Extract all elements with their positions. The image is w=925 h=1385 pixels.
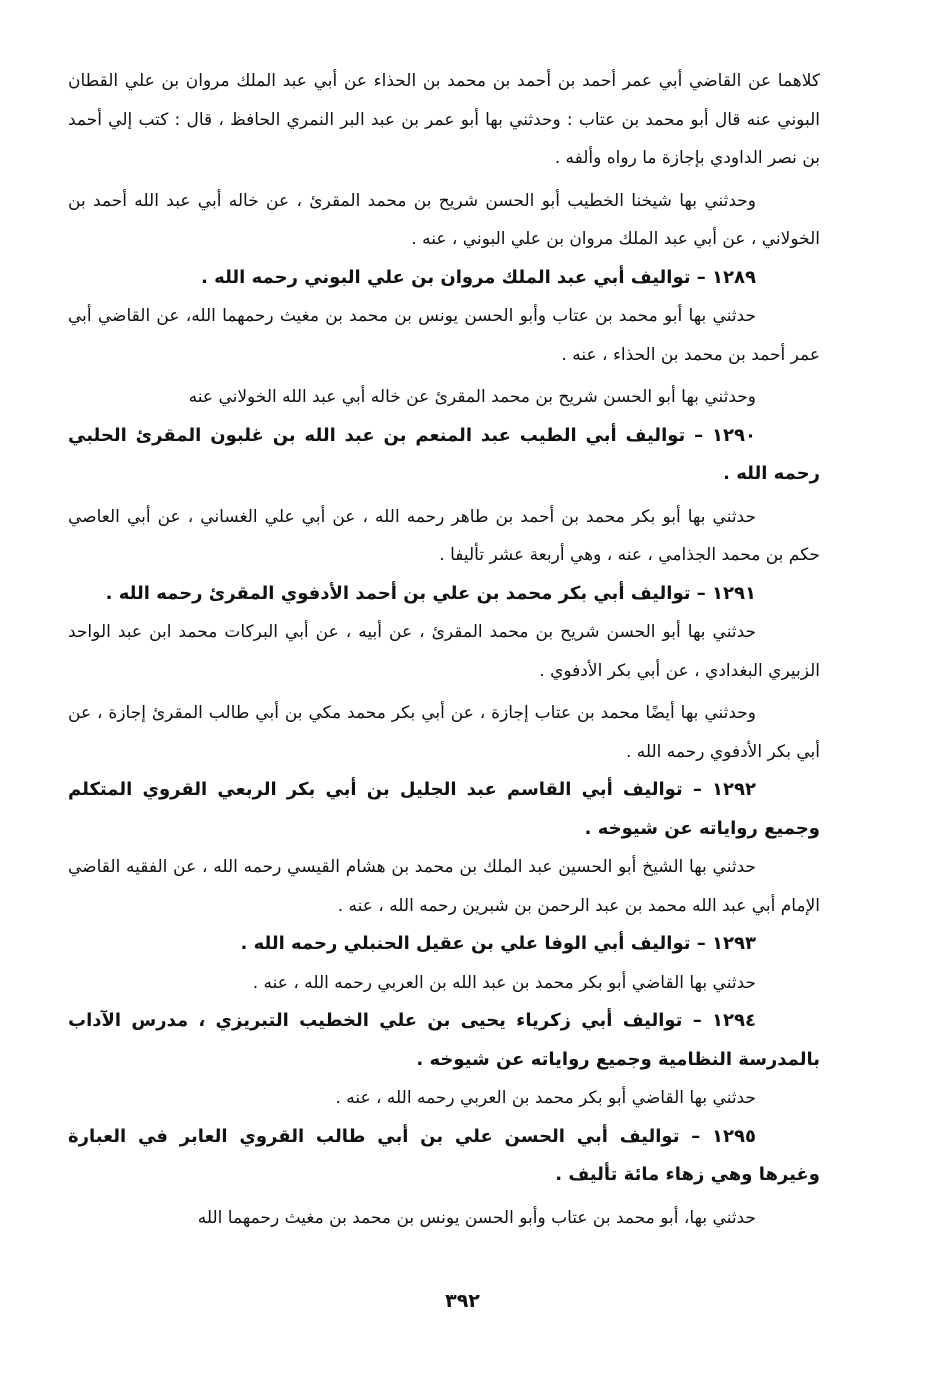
paragraph-5: وحدثني بها أبو الحسن شريح بن محمد المقرئ عن خاله أبي عبد الله الخولاني عنه	[188, 387, 756, 407]
paragraph-2: وحدثني بها شيخنا الخطيب أبو الحسن شريح بن محمد المقرئ ، عن خاله أبي عبد الله أحمد بن الخولاني ، عن أبي عبد الملك مروان بن علي البوني ، عنه .	[68, 190, 820, 249]
entry-heading-1295: ١٢٩٥ – تواليف أبي الحسن علي بن أبي طالب القروي العابر في العبارة وغيرها وهي زهاء مائة تأليف .	[68, 1125, 820, 1185]
entry-heading-1292: ١٢٩٢ – تواليف أبي القاسم عبد الجليل بن أبي بكر الربعي القروي المتكلم وجميع رواياته عن شيوخه .	[68, 779, 820, 839]
paragraph-18: حدثني بها، أبو محمد بن عتاب وأبو الحسن يونس بن محمد بن مغيث رحمهما الله	[197, 1207, 756, 1228]
paragraph-10: وحدثني بها أيضًا محمد بن عتاب إجازة ، عن أبي بكر محمد مكي بن أبي طالب المقرئ إجازة ، عن أبي بكر الأدفوي رحمه الله .	[68, 703, 820, 762]
paragraph-16: حدثني بها القاضي أبو بكر محمد بن العربي رحمه الله ، عنه .	[335, 1088, 756, 1108]
paragraph-9: حدثني بها أبو الحسن شريح بن محمد المقرئ ، عن أبيه ، عن أبي البركات محمد ابن عبد الواحد الزبيري البغدادي ، عن أبي بكر الأدفوي .	[68, 622, 820, 681]
paragraph-7: حدثني بها أبو بكر محمد بن أحمد بن طاهر رحمه الله ، عن أبي علي الغساني ، عن أبي العاصي حكم بن محمد الجذامي ، عنه ، وهي أربعة عشر تأليفا .	[68, 506, 820, 565]
entry-heading-1293: ١٢٩٣ – تواليف أبي الوفا علي بن عقيل الحنبلي رحمه الله .	[240, 933, 756, 954]
paragraph-14: حدثني بها القاضي أبو بكر محمد بن عبد الله بن العربي رحمه الله ، عنه .	[252, 972, 756, 993]
entry-heading-1294: ١٢٩٤ – تواليف أبي زكرياء يحيى بن علي الخطيب التبريزي ، مدرس الآداب بالمدرسة النظامية وجميع رواياته عن شيوخه .	[68, 1010, 820, 1070]
paragraph-1: كلاهما عن القاضي أبي عمر أحمد بن أحمد بن محمد بن الحذاء عن أبي عبد الملك مروان بن علي القطان البوني عنه قال أبو محمد بن عتاب : وحدثني بها أبو عمر بن عبد البر النمري الحافظ ، قال : كتب إلي أحمد بن نصر الداودي بإجازة ما رواه وألفه .	[68, 71, 820, 168]
entry-heading-1291: ١٢٩١ – تواليف أبي بكر محمد بن علي بن أحمد الأدفوي المقرئ رحمه الله .	[105, 582, 756, 604]
entry-heading-1290: ١٢٩٠ – تواليف أبي الطيب عبد المنعم بن عبد الله بن غلبون المقرئ الحلبي رحمه الله .	[68, 424, 820, 484]
paragraph-12: حدثني بها الشيخ أبو الحسين عبد الملك بن محمد بن هشام القيسي رحمه الله ، عن الفقيه القاضي الإمام أبي عبد الله محمد بن عبد الرحمن بن شبرين رحمه الله ، عنه .	[68, 857, 820, 916]
page-number: ٣٩٢	[445, 1290, 480, 1312]
page-body-text	[68, 62, 820, 1237]
paragraph-4: حدثني بها أبو محمد بن عتاب وأبو الحسن يونس بن محمد بن مغيث رحمهما الله، عن القاضي أبي عمر أحمد بن محمد بن الحذاء ، عنه .	[68, 306, 820, 365]
entry-heading-1289: ١٢٨٩ – تواليف أبي عبد الملك مروان بن علي البوني رحمه الله .	[201, 266, 756, 288]
